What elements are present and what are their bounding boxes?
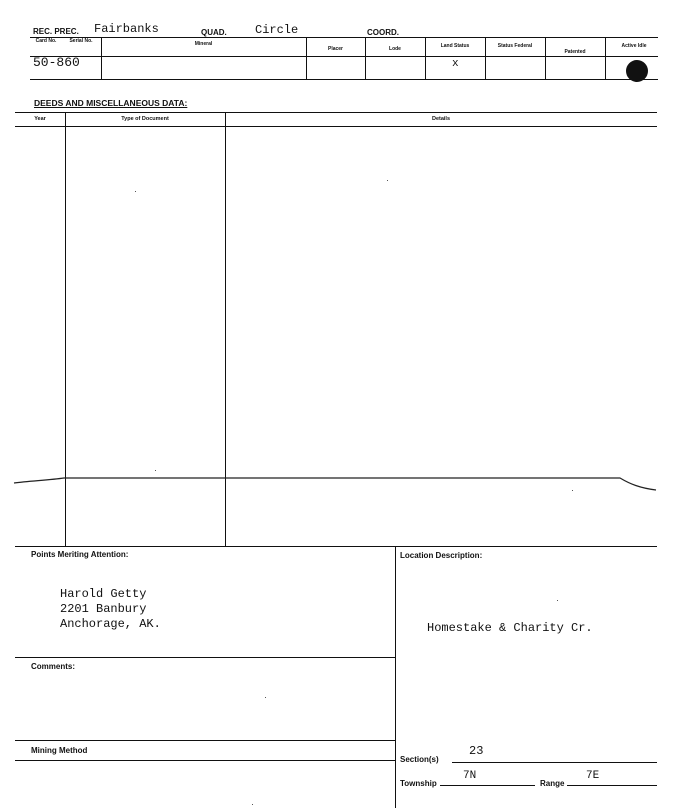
col-lode: Lode: [389, 46, 401, 52]
col-divider: [306, 38, 307, 79]
coord-label: COORD.: [367, 28, 399, 37]
township-label: Township: [400, 779, 437, 788]
township-value: 7N: [463, 770, 477, 782]
section-line: [452, 762, 657, 763]
points-line: 2201 Banbury: [60, 602, 147, 616]
col-divider: [425, 38, 426, 79]
points-line: Anchorage, AK.: [60, 617, 161, 631]
deeds-col-year: Year: [34, 116, 46, 122]
comments-rule: [15, 657, 395, 658]
location-value: Homestake & Charity Cr.: [427, 621, 593, 635]
deeds-col-type: Type of Document: [121, 116, 169, 122]
col-divider: [545, 38, 546, 79]
range-value: 7E: [586, 770, 600, 782]
speck: [572, 490, 573, 491]
col-divider: [365, 38, 366, 79]
speck: [155, 470, 156, 471]
mining-rule-bottom: [15, 760, 395, 761]
points-text: [60, 587, 161, 632]
deeds-title: DEEDS AND MISCELLANEOUS DATA:: [34, 98, 188, 108]
comments-label: Comments:: [31, 662, 76, 671]
col-placer: Placer: [327, 46, 343, 52]
mining-label: Mining Method: [31, 746, 88, 755]
speck: [387, 180, 388, 181]
col-serial-no: Serial No.: [69, 38, 93, 44]
col-divider: [605, 38, 606, 79]
range-line: [567, 785, 657, 786]
township-line: [440, 785, 535, 786]
speck: [265, 697, 266, 698]
col-land-status: Land Status: [440, 43, 470, 49]
deeds-rule-header: [15, 126, 657, 127]
header-rule-top: [30, 37, 658, 38]
header-rule-left-stub: [30, 79, 105, 80]
quad-label: QUAD.: [201, 28, 227, 37]
range-label: Range: [540, 779, 565, 788]
location-label: Location Description:: [400, 551, 483, 560]
section-label: Section(s): [400, 755, 439, 764]
deeds-rule-top: [15, 112, 657, 113]
speck: [252, 804, 253, 805]
lower-rule-top: [15, 546, 657, 547]
col-card-no: Card No.: [35, 38, 57, 44]
col-active-idle: Active Idle: [621, 43, 647, 49]
points-line: Harold Getty: [60, 587, 147, 601]
col-mineral: Mineral: [194, 41, 213, 47]
mining-rule-top: [15, 740, 395, 741]
col-status-federal: Status Federal: [497, 43, 533, 49]
points-label: Points Meriting Attention:: [31, 550, 129, 559]
section-value: 23: [469, 744, 484, 758]
active-idle-marker: [626, 60, 648, 82]
land-status-mark: x: [452, 58, 459, 70]
col-patented: Patented: [564, 49, 586, 55]
header-rule-bottom: [30, 79, 658, 80]
lower-divider: [395, 546, 396, 808]
rec-prec-value: Fairbanks: [94, 22, 159, 36]
speck: [557, 600, 558, 601]
header-rule-mid: [30, 56, 658, 57]
card-no-value: 50-860: [33, 55, 80, 70]
page-seam: [0, 468, 678, 496]
deeds-col-details: Details: [431, 116, 451, 122]
quad-value: Circle: [255, 23, 299, 37]
col-divider: [485, 38, 486, 79]
speck: [135, 191, 136, 192]
rec-prec-label: REC. PREC.: [33, 27, 79, 36]
